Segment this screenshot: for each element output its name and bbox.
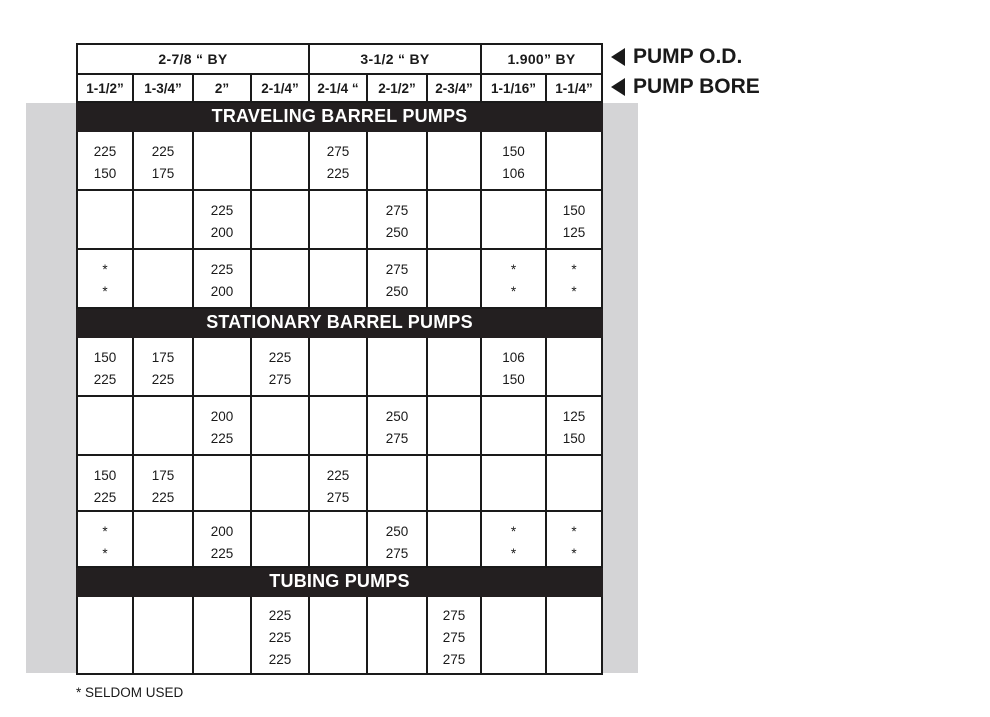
data-cell <box>309 190 367 249</box>
cell-value: 275 <box>385 203 409 218</box>
data-cell <box>427 190 481 249</box>
cell-value: * <box>510 262 517 277</box>
cell-value: 225 <box>151 372 175 387</box>
arrow-left-icon <box>611 78 625 96</box>
data-cell <box>427 596 481 674</box>
cell-value: 225 <box>210 431 234 446</box>
data-cell <box>77 131 133 190</box>
cell-values <box>252 597 308 671</box>
data-cell <box>481 455 546 511</box>
cell-values <box>78 512 132 565</box>
cell-values <box>310 191 366 200</box>
cell-values <box>310 338 366 347</box>
data-cell <box>367 596 427 674</box>
data-row <box>77 596 602 674</box>
cell-value: * <box>571 284 577 299</box>
data-cell <box>427 396 481 455</box>
cell-values <box>547 250 601 303</box>
data-cell <box>427 511 481 567</box>
section-title: STATIONARY BARREL PUMPS <box>77 308 602 337</box>
cell-values <box>482 397 545 406</box>
cell-values <box>368 250 426 303</box>
data-cell <box>193 596 251 674</box>
cell-value: 275 <box>326 144 350 159</box>
cell-values <box>252 338 308 391</box>
cell-values <box>78 338 132 391</box>
data-cell <box>367 455 427 511</box>
cell-value: 225 <box>268 350 292 365</box>
data-cell <box>367 190 427 249</box>
data-row <box>77 396 602 455</box>
cell-value: 275 <box>385 262 409 277</box>
cell-value: 225 <box>326 166 350 181</box>
cell-values <box>252 512 308 521</box>
data-cell <box>251 596 309 674</box>
footnote: * SELDOM USED <box>76 685 184 700</box>
cell-values <box>252 250 308 259</box>
data-cell <box>427 337 481 396</box>
data-cell <box>133 596 193 674</box>
cell-values <box>368 191 426 244</box>
cell-values <box>482 250 545 303</box>
cell-values <box>194 456 250 465</box>
cell-value: 250 <box>385 225 409 240</box>
cell-value: * <box>571 546 577 561</box>
cell-value: 225 <box>210 262 234 277</box>
cell-value: 225 <box>151 490 175 505</box>
data-cell <box>309 455 367 511</box>
data-cell <box>133 190 193 249</box>
bore-header: 2-3/4” <box>427 74 481 102</box>
data-cell <box>251 190 309 249</box>
cell-values <box>310 397 366 406</box>
section-header-row <box>77 308 602 337</box>
cell-values <box>78 191 132 200</box>
cell-value: 225 <box>151 144 175 159</box>
cell-value: 200 <box>210 284 234 299</box>
cell-values <box>368 132 426 141</box>
cell-values <box>547 397 601 450</box>
cell-value: 200 <box>210 524 234 539</box>
data-cell <box>367 249 427 308</box>
cell-values <box>547 597 601 606</box>
cell-value: 225 <box>93 490 117 505</box>
data-cell <box>367 131 427 190</box>
section-title: TRAVELING BARREL PUMPS <box>77 102 602 131</box>
bore-header: 2-1/2” <box>367 74 427 102</box>
data-cell <box>133 455 193 511</box>
data-cell <box>133 337 193 396</box>
data-row <box>77 455 602 511</box>
data-row <box>77 511 602 567</box>
data-cell <box>546 190 602 249</box>
arrow-left-icon <box>611 48 625 66</box>
cell-values <box>547 512 601 565</box>
data-cell <box>77 511 133 567</box>
cell-values <box>78 397 132 406</box>
cell-value: 225 <box>210 546 234 561</box>
cell-values <box>134 456 192 509</box>
cell-values <box>194 397 250 450</box>
cell-values <box>134 250 192 259</box>
data-cell <box>309 249 367 308</box>
cell-values <box>428 597 480 671</box>
data-cell <box>309 511 367 567</box>
data-cell <box>193 249 251 308</box>
cell-values <box>482 338 545 391</box>
cell-values <box>547 191 601 244</box>
cell-value: 150 <box>562 431 586 446</box>
cell-values <box>482 597 545 606</box>
cell-values <box>194 132 250 141</box>
cell-value: * <box>510 546 517 561</box>
cell-values <box>547 456 601 465</box>
cell-values <box>368 397 426 450</box>
data-cell <box>546 455 602 511</box>
cell-values <box>428 191 480 200</box>
data-cell <box>546 396 602 455</box>
cell-value: 150 <box>93 166 117 181</box>
data-cell <box>251 131 309 190</box>
cell-values <box>310 512 366 521</box>
data-cell <box>481 190 546 249</box>
cell-values <box>310 597 366 606</box>
bore-header: 2” <box>193 74 251 102</box>
pump-bore-header-row <box>77 74 602 102</box>
cell-values <box>482 132 545 185</box>
cell-value: * <box>571 524 577 539</box>
cell-value: 250 <box>385 409 409 424</box>
data-cell <box>251 337 309 396</box>
cell-values <box>78 456 132 509</box>
cell-value: 150 <box>502 144 525 159</box>
data-cell <box>427 131 481 190</box>
data-cell <box>77 596 133 674</box>
cell-value: 150 <box>562 203 586 218</box>
data-cell <box>133 511 193 567</box>
data-cell <box>481 337 546 396</box>
cell-values <box>194 512 250 565</box>
cell-values <box>252 456 308 465</box>
cell-value: 175 <box>151 350 175 365</box>
data-cell <box>546 249 602 308</box>
cell-value: 225 <box>268 608 292 623</box>
cell-values <box>428 338 480 347</box>
cell-values <box>368 512 426 565</box>
cell-values <box>310 456 366 509</box>
cell-value: 125 <box>562 409 586 424</box>
cell-value: 225 <box>93 372 117 387</box>
cell-value: 250 <box>385 524 409 539</box>
pump-rating-table <box>76 43 603 675</box>
cell-value: 225 <box>93 144 117 159</box>
cell-values <box>134 191 192 200</box>
cell-values <box>134 338 192 391</box>
cell-value: 275 <box>385 431 409 446</box>
cell-value: 150 <box>502 372 525 387</box>
cell-value: * <box>102 284 108 299</box>
cell-values <box>547 132 601 141</box>
cell-values <box>78 250 132 303</box>
cell-values <box>482 191 545 200</box>
data-cell <box>546 511 602 567</box>
cell-values <box>194 250 250 303</box>
data-cell <box>193 511 251 567</box>
data-cell <box>309 131 367 190</box>
cell-value: * <box>102 546 108 561</box>
pump-bore-text: PUMP BORE <box>633 75 760 98</box>
data-cell <box>481 249 546 308</box>
cell-values <box>194 338 250 347</box>
data-cell <box>427 249 481 308</box>
cell-value: 200 <box>210 225 234 240</box>
cell-values <box>134 597 192 606</box>
cell-values <box>134 397 192 406</box>
cell-values <box>428 512 480 521</box>
cell-values <box>368 456 426 465</box>
data-cell <box>77 249 133 308</box>
od-group-header: 3-1/2 “ BY <box>309 44 481 74</box>
cell-values <box>194 191 250 244</box>
cell-value: 225 <box>268 652 292 667</box>
cell-values <box>78 132 132 185</box>
cell-value: 225 <box>326 468 350 483</box>
cell-values <box>482 456 545 465</box>
data-cell <box>546 596 602 674</box>
cell-values <box>134 132 192 185</box>
pump-bore-label <box>611 75 760 99</box>
data-cell <box>367 337 427 396</box>
data-cell <box>77 190 133 249</box>
cell-values <box>310 250 366 259</box>
cell-value: 275 <box>326 490 350 505</box>
data-cell <box>77 455 133 511</box>
data-cell <box>481 396 546 455</box>
cell-values <box>547 338 601 347</box>
data-cell <box>251 511 309 567</box>
bore-header: 1-1/4” <box>546 74 602 102</box>
cell-values <box>428 456 480 465</box>
bore-header: 2-1/4 “ <box>309 74 367 102</box>
cell-value: * <box>102 262 108 277</box>
cell-values <box>310 132 366 185</box>
cell-value: * <box>510 284 517 299</box>
data-cell <box>133 396 193 455</box>
od-group-header: 2-7/8 “ BY <box>77 44 309 74</box>
section-header-row <box>77 567 602 596</box>
data-cell <box>193 396 251 455</box>
bore-header: 2-1/4” <box>251 74 309 102</box>
cell-values <box>252 397 308 406</box>
data-cell <box>309 596 367 674</box>
data-cell <box>367 396 427 455</box>
cell-values <box>482 512 545 565</box>
data-cell <box>309 396 367 455</box>
cell-value: 175 <box>151 166 175 181</box>
data-cell <box>481 596 546 674</box>
cell-values <box>428 250 480 259</box>
section-title: TUBING PUMPS <box>77 567 602 596</box>
cell-values <box>194 597 250 606</box>
data-cell <box>193 455 251 511</box>
cell-value: 150 <box>93 468 117 483</box>
cell-value: 225 <box>210 203 234 218</box>
cell-value: 225 <box>268 630 292 645</box>
cell-values <box>368 597 426 606</box>
pump-od-label <box>611 45 742 69</box>
data-cell <box>546 337 602 396</box>
cell-values <box>134 512 192 521</box>
cell-value: * <box>510 524 517 539</box>
cell-value: 250 <box>385 284 409 299</box>
cell-values <box>368 338 426 347</box>
pump-od-text: PUMP O.D. <box>633 45 743 68</box>
data-cell <box>309 337 367 396</box>
cell-value: 275 <box>268 372 292 387</box>
data-cell <box>77 337 133 396</box>
data-cell <box>481 131 546 190</box>
data-cell <box>193 131 251 190</box>
data-cell <box>251 396 309 455</box>
cell-value: * <box>571 262 577 277</box>
cell-value: 106 <box>502 166 525 181</box>
section-header-row <box>77 102 602 131</box>
data-cell <box>481 511 546 567</box>
data-cell <box>251 455 309 511</box>
cell-value: 275 <box>442 630 466 645</box>
bore-header: 1-1/2” <box>77 74 133 102</box>
data-cell <box>193 190 251 249</box>
data-cell <box>133 249 193 308</box>
cell-value: 175 <box>151 468 175 483</box>
bore-header: 1-1/16” <box>481 74 546 102</box>
data-cell <box>193 337 251 396</box>
od-group-header: 1.900” BY <box>481 44 602 74</box>
cell-value: 275 <box>385 546 409 561</box>
data-cell <box>77 396 133 455</box>
cell-value: 275 <box>442 652 466 667</box>
data-row <box>77 337 602 396</box>
bore-header: 1-3/4” <box>133 74 193 102</box>
cell-value: 125 <box>562 225 586 240</box>
cell-values <box>252 132 308 141</box>
data-cell <box>251 249 309 308</box>
cell-value: 275 <box>442 608 466 623</box>
data-cell <box>367 511 427 567</box>
data-cell <box>427 455 481 511</box>
data-row <box>77 249 602 308</box>
cell-value: 150 <box>93 350 117 365</box>
cell-value: 200 <box>210 409 234 424</box>
cell-values <box>428 397 480 406</box>
data-row <box>77 131 602 190</box>
pump-od-header-row <box>77 44 602 74</box>
cell-values <box>78 597 132 606</box>
data-cell <box>133 131 193 190</box>
data-row <box>77 190 602 249</box>
cell-value: 106 <box>502 350 525 365</box>
cell-values <box>428 132 480 141</box>
data-cell <box>546 131 602 190</box>
cell-values <box>252 191 308 200</box>
cell-value: * <box>102 524 108 539</box>
